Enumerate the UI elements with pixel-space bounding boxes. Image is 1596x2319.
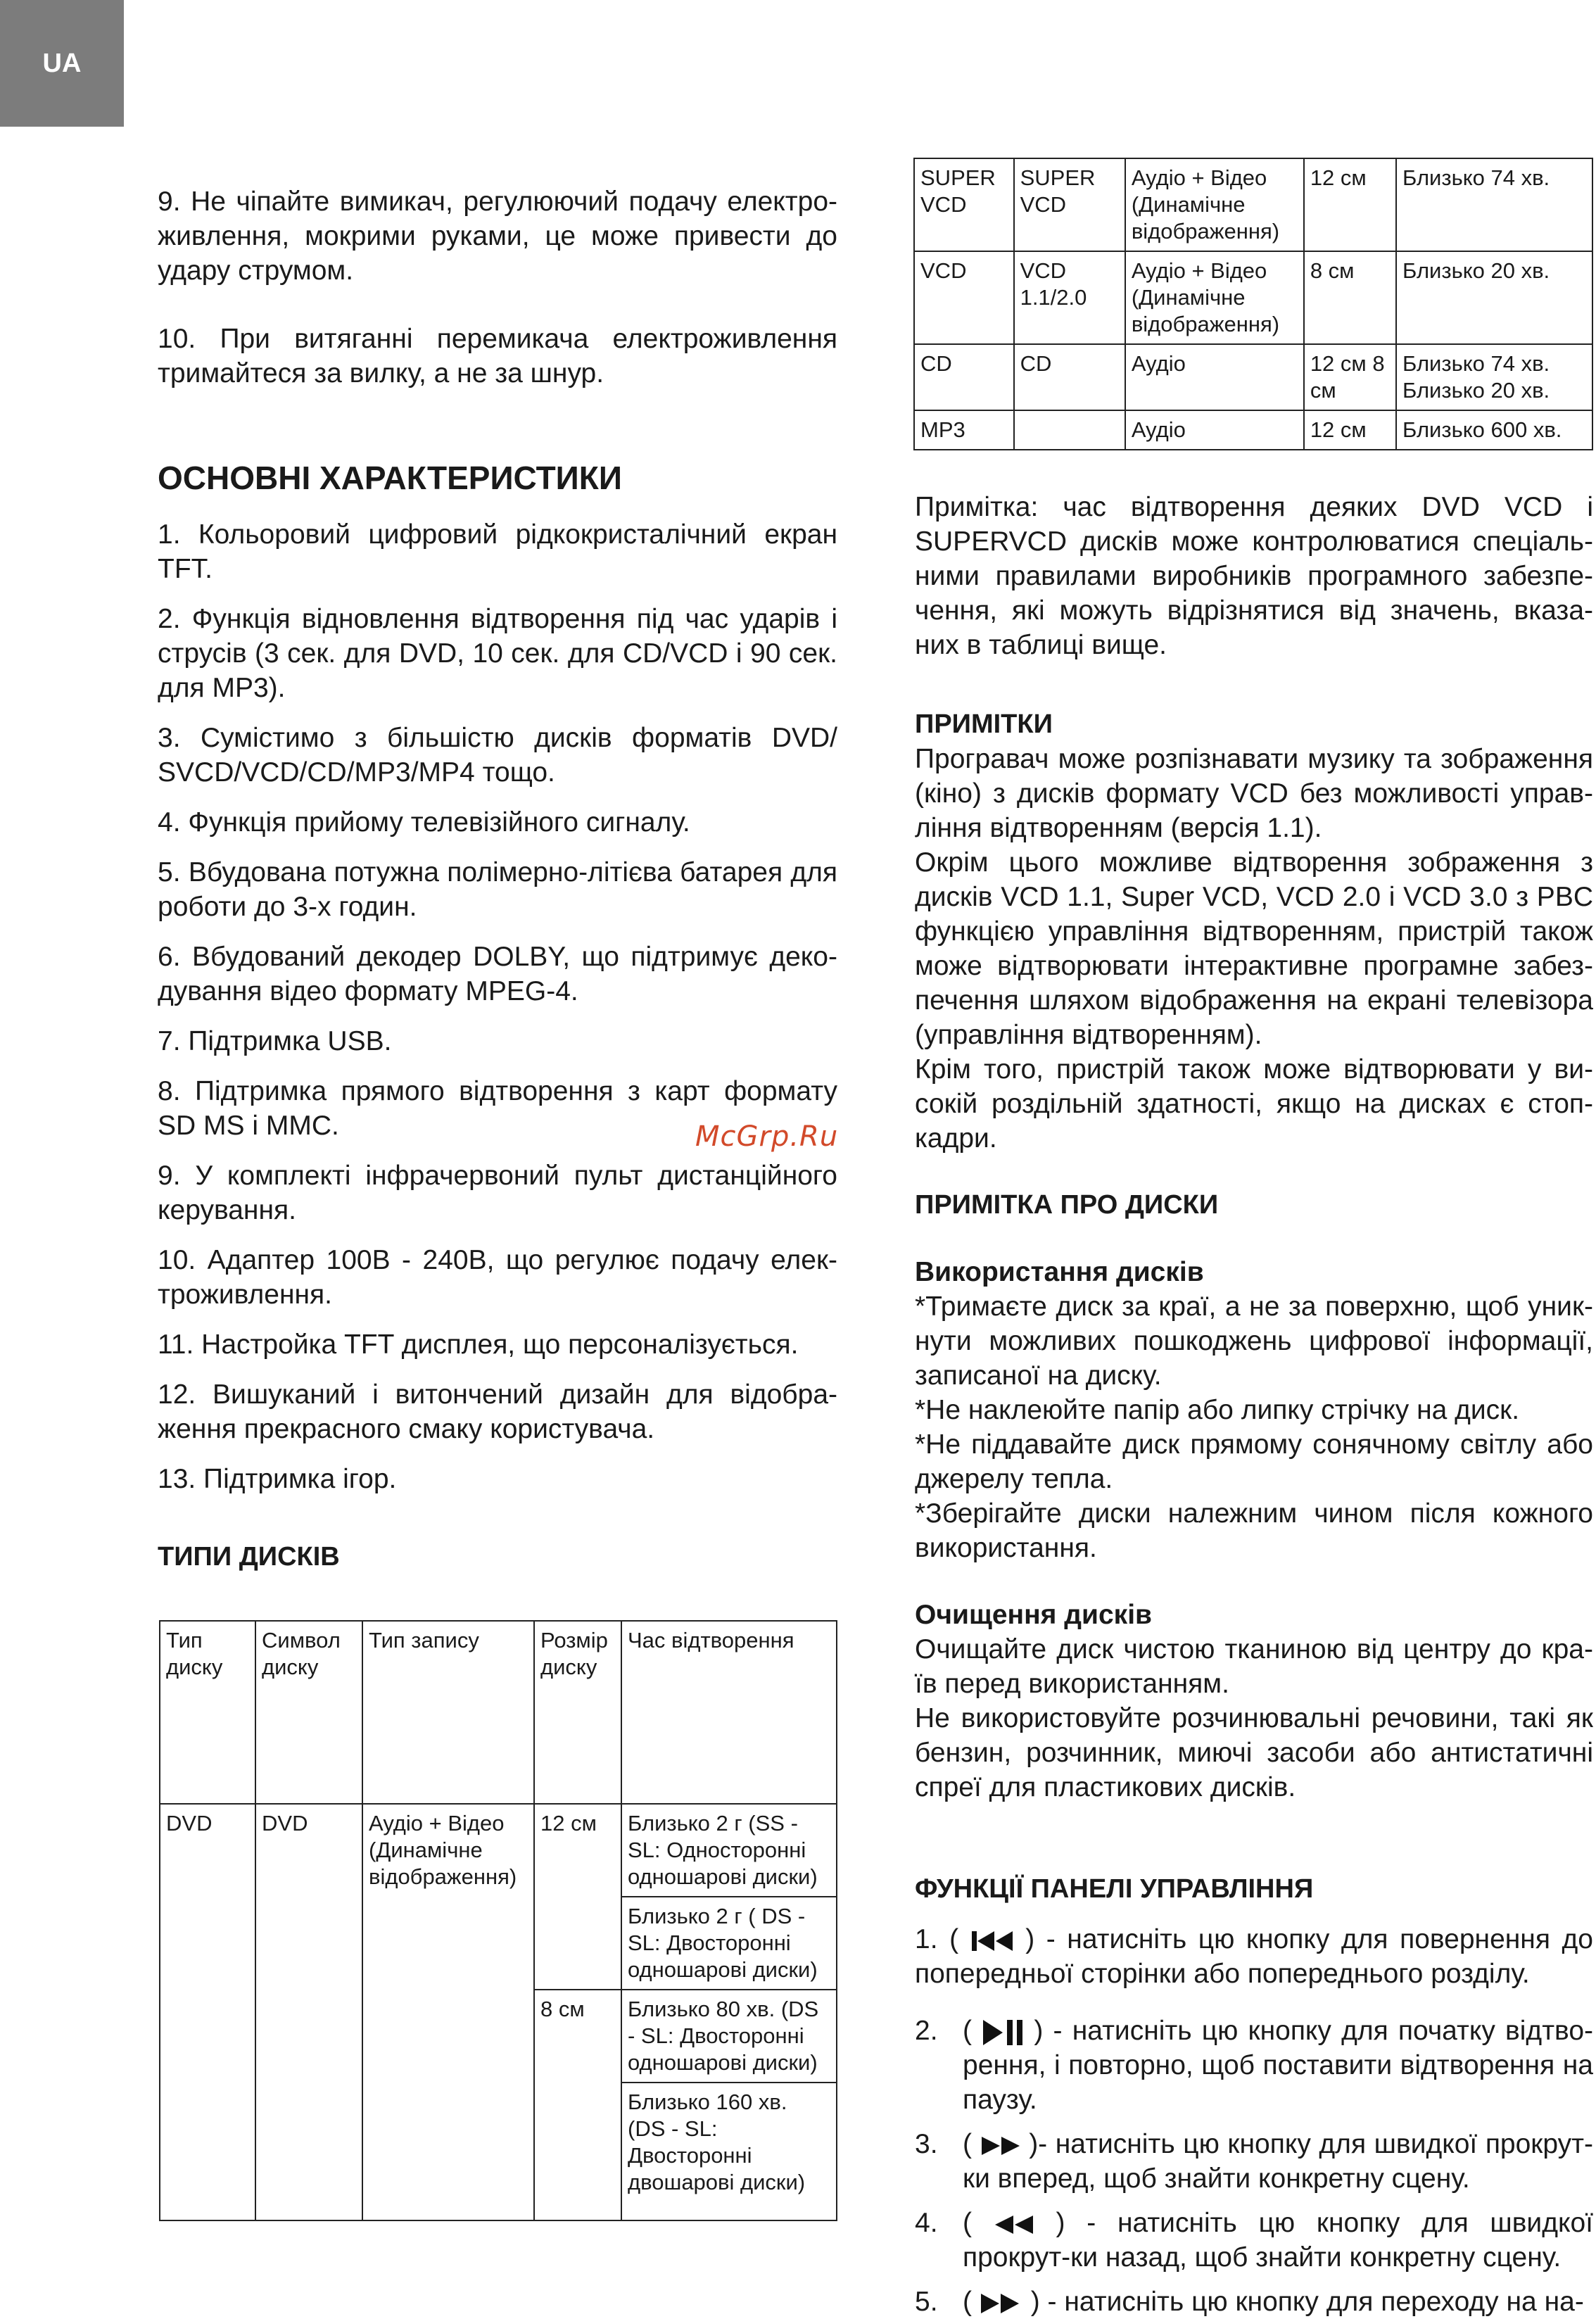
table-cell: Аудіо — [1125, 344, 1304, 410]
header-cell: Тип диску — [160, 1621, 255, 1804]
table-row — [914, 158, 1592, 251]
panel-item-number: 5. — [915, 2287, 938, 2317]
table-cell: SUPER VCD — [914, 158, 1014, 251]
feature-item: 13. Підтримка ігор. — [158, 1464, 397, 1494]
note-paragraph: Примітка: час відтворення деяких DVD VCD і SUPERVCD дисків може контролюватися спеціаль-ними правилами виробників програмного забезпе-чення, які можуть відрізнятися від значень, вказа-них в таблиці вище. — [915, 492, 1593, 660]
usage-item: *Зберігайте диски належним чином після кожного використання. — [915, 1498, 1593, 1563]
feature-item: 12. Вишуканий і витончений дизайн для відобра-ження прекрасного смаку користувача. — [158, 1379, 837, 1444]
disc-types-table-continued — [913, 158, 1593, 450]
right-column — [915, 490, 1593, 2319]
feature-item: 2. Функція відновлення відтворення під час ударів і струсів (3 сек. для DVD, 10 сек. для CD/VCD і 90 сек. для MP3). — [158, 604, 837, 703]
rewind-icon — [994, 2214, 1034, 2235]
left-column — [158, 184, 837, 1574]
panel-item: 2. ( ) - натисніть цю кнопку для початку відтво-рення, і повторно, щоб поставити відтворення на паузу. — [915, 2014, 1593, 2117]
table-cell: Аудіо + Відео (Динамічне відображення) — [1125, 251, 1304, 344]
table-cell: DVD — [255, 1804, 362, 2220]
header-cell: Час відтворення — [621, 1621, 837, 1804]
panel-item: 1. ( ) - натисніть цю кнопку для повернення до попередньої сторінки або попереднього розділу. — [915, 1924, 1593, 1989]
cleaning-title: Очищення дисків — [915, 1600, 1153, 1630]
panel-item-text: ) - натисніть цю кнопку для повернення до попередньої сторінки або попереднього розділу. — [915, 1924, 1593, 1989]
table-cell: VCD — [914, 251, 1014, 344]
table-cell: Аудіо + Відео (Динамічне відображення) — [1125, 158, 1304, 251]
table-cell: Близько 20 хв. — [1396, 251, 1592, 344]
panel-item-number: 3. — [915, 2129, 938, 2159]
table-row — [914, 251, 1592, 344]
table-cell: 12 см — [1304, 410, 1396, 450]
table-cell: Близько 2 г (SS - SL: Односторонні одношарові диски) — [621, 1804, 837, 1897]
table-cell: 12 см — [1304, 158, 1396, 251]
panel-item-text: ) - натисніть цю кнопку для швидкої прокрут-ки назад, щоб знайти конкретну сцену. — [963, 2208, 1594, 2273]
panel-item: 4. ( ) - натисніть цю кнопку для швидкої прокрут-ки назад, щоб знайти конкретну сцену. — [915, 2206, 1593, 2275]
table-cell: CD — [1014, 344, 1125, 410]
panel-item-text: )- натисніть цю кнопку для швидкої прокрут-ки вперед, щоб знайти конкретну сцену. — [963, 2129, 1593, 2194]
disc-note-title: ПРИМІТКА ПРО ДИСКИ — [915, 1190, 1219, 1220]
usage-title: Використання дисків — [915, 1257, 1204, 1287]
panel-item-number: 4. — [915, 2208, 938, 2238]
notes-title: ПРИМІТКИ — [915, 709, 1053, 739]
table-cell: Близько 80 хв. (DS - SL: Двосторонні одношарові диски) — [621, 1990, 837, 2083]
table-cell: Близько 2 г ( DS - SL: Двосторонні одношарові диски) — [621, 1897, 837, 1990]
table-cell: 8 см — [534, 1990, 621, 2220]
feature-item: 10. Адаптер 100В - 240В, що регулює подачу елек-троживлення. — [158, 1245, 837, 1310]
feature-item: 3. Сумістимо з більшістю дисків форматів DVD/ SVCD/VCD/CD/MP3/MP4 тощо. — [158, 723, 837, 788]
table-cell: Близько 74 хв. — [1396, 158, 1592, 251]
watermark: McGrp.Ru — [695, 1120, 839, 1153]
disc-types-title: ТИПИ ДИСКІВ — [158, 1542, 340, 1572]
cleaning-item: Очищайте диск чистою тканиною від центру до кра-їв перед використанням. — [915, 1634, 1593, 1699]
safety-item-9: 9. Не чіпайте вимикач, регулюючий подачу електро-живлення, мокрими руками, це може привести до удару струмом. — [158, 187, 837, 286]
feature-item: 7. Підтримка USB. — [158, 1026, 392, 1056]
disc-types-table — [159, 1620, 837, 2221]
table-cell: Близько 160 хв. (DS - SL: Двосторонні двошарові диски) — [621, 2083, 837, 2220]
table-row — [914, 410, 1592, 450]
cleaning-item: Не використовуйте розчинювальні речовини, такі як бензин, розчинник, миючі засоби або антистатичні спреї для пластикових дисків. — [915, 1703, 1593, 1802]
features-title: ОСНОВНІ ХАРАКТЕРИСТИКИ — [158, 460, 622, 496]
panel-item: 3. ( )- натисніть цю кнопку для швидкої прокрут-ки вперед, щоб знайти конкретну сцену. — [915, 2127, 1593, 2196]
language-tab: UA — [0, 0, 124, 127]
table-row — [914, 344, 1592, 410]
table-cell: Аудіо + Відео (Динамічне відображення) — [362, 1804, 534, 2220]
usage-item: *Не піддавайте диск прямому сонячному світлу або джерелу тепла. — [915, 1429, 1593, 1494]
panel-title: ФУНКЦІЇ ПАНЕЛІ УПРАВЛІННЯ — [915, 1874, 1314, 1904]
table-cell: Близько 600 хв. — [1396, 410, 1592, 450]
notes-paragraph: Окрім цього можливе відтворення зображення з дисків VCD 1.1, Super VCD, VCD 2.0 і VCD 3.0 з PBC функцією управління відтворенням, пристрій також може відтворювати інтерактивне програмне забез-печення шляхом відображення на екрані телевізора (управління відтворенням). — [915, 847, 1593, 1050]
usage-item: *Не наклеюйте папір або липку стрічку на диск. — [915, 1395, 1520, 1425]
features-list — [158, 517, 837, 1496]
feature-item: 1. Кольоровий цифровий рідкокристалічний екран TFT. — [158, 519, 837, 584]
header-cell: Розмір диску — [534, 1621, 621, 1804]
table-cell: MP3 — [914, 410, 1014, 450]
panel-item-text: ) - натисніть цю кнопку для переходу на на- — [1030, 2287, 1584, 2317]
panel-item-text: ) - натисніть цю кнопку для початку відтво-рення, і повторно, щоб поставити відтворення на паузу. — [963, 2016, 1594, 2115]
safety-item-10: 10. При витяганні перемикача електроживлення тримайтеся за вилку, а не за шнур. — [158, 324, 837, 388]
feature-item: 6. Вбудований декодер DOLBY, що підтримує деко-дування відео формату MPEG-4. — [158, 942, 837, 1006]
table-cell — [1014, 410, 1125, 450]
next-icon — [980, 2292, 1023, 2315]
table-cell: CD — [914, 344, 1014, 410]
feature-item: 9. У комплекті інфрачервоний пульт дистанційного керування. — [158, 1161, 837, 1225]
feature-item: 8. Підтримка прямого відтворення з карт формату SD MS і MMC. — [158, 1076, 837, 1141]
table-header-row — [160, 1621, 837, 1804]
header-cell: Тип запису — [362, 1621, 534, 1804]
panel-item-number: 1. — [915, 1924, 938, 1954]
table-cell: 12 см — [534, 1804, 621, 1990]
table-cell: DVD — [160, 1804, 255, 2220]
table-cell: 12 см 8 см — [1304, 344, 1396, 410]
table-cell: Аудіо — [1125, 410, 1304, 450]
table-cell: SUPER VCD — [1014, 158, 1125, 251]
notes-paragraph: Крім того, пристрій також може відтворювати у ви-сокій роздільній здатності, якщо на дисках є стоп-кадри. — [915, 1054, 1593, 1154]
usage-item: *Тримаєте диск за краї, а не за поверхню, щоб уник-нути можливих пошкоджень цифрової інформації, записаної на диску. — [915, 1291, 1593, 1391]
table-cell: 8 см — [1304, 251, 1396, 344]
skip-back-icon — [970, 1929, 1014, 1953]
feature-item: 11. Настройка TFT дисплея, що персоналізується. — [158, 1329, 799, 1360]
fast-forward-icon — [980, 2135, 1021, 2156]
header-cell: Символ диску — [255, 1621, 362, 1804]
play-pause-icon — [982, 2017, 1024, 2048]
table-cell: Близько 74 хв. Близько 20 хв. — [1396, 344, 1592, 410]
panel-item-number: 2. — [915, 2016, 938, 2046]
table-cell: VCD 1.1/2.0 — [1014, 251, 1125, 344]
notes-paragraph: Програвач може розпізнавати музику та зображення (кіно) з дисків формату VCD без можливості управ-ління відтворенням (версія 1.1). — [915, 744, 1593, 843]
table-row — [160, 1804, 837, 1897]
panel-item: 5. ( ) - натисніть цю кнопку для переходу на на- — [915, 2285, 1593, 2319]
feature-item: 5. Вбудована потужна полімерно-літієва батарея для роботи до 3-х годин. — [158, 857, 837, 922]
feature-item: 4. Функція прийому телевізійного сигналу. — [158, 807, 690, 838]
